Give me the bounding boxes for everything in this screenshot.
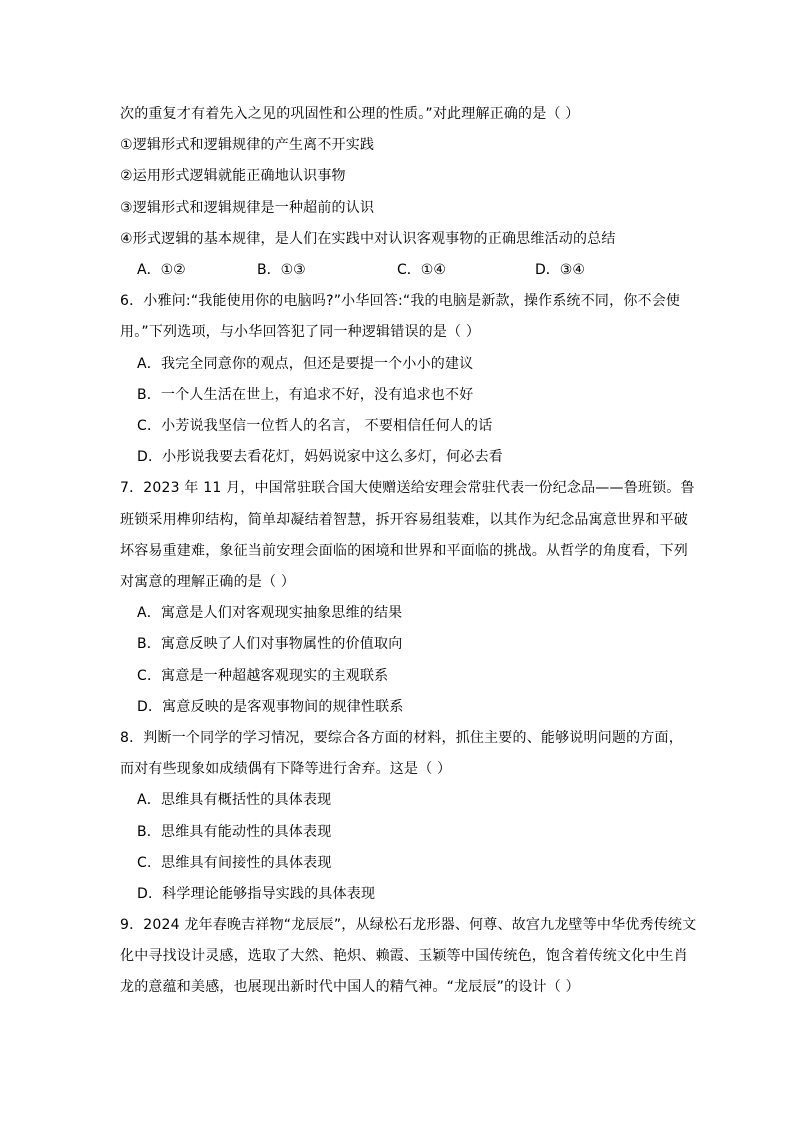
q6-option-d: D．小彤说我要去看花灯，妈妈说家中这么多灯，何必去看 — [137, 449, 503, 465]
q7-stem-line-4: 对寓意的理解正确的是（ ） — [120, 574, 296, 590]
q6-option-b: B．一个人生活在世上，有追求不好，没有追求也不好 — [137, 387, 474, 403]
q5-statement-1: ①逻辑形式和逻辑规律的产生离不开实践 — [120, 137, 375, 153]
q9-stem-line-3: 龙的意蕴和美感，也展现出新时代中国人的精气神。“龙辰辰”的设计（ ） — [120, 979, 580, 995]
q7-stem-line-3: 坏容易重建难，象征当前安理会面临的困境和世界和平面临的挑战。从哲学的角度看，下列 — [120, 543, 688, 559]
q7-stem-line-1: 7．2023 年 11 月，中国常驻联合国大使赠送给安理会常驻代表一份纪念品——鲁班锁。鲁 — [120, 480, 695, 496]
q8-stem-line-2: 而对有些现象如成绩偶有下降等进行舍弃。这是（ ） — [120, 761, 452, 777]
q7-option-d: D．寓意反映的是客观事物间的规律性联系 — [137, 699, 404, 715]
q8-stem-line-1: 8．判断一个同学的学习情况，要综合各方面的材料，抓住主要的、能够说明问题的方面， — [120, 730, 683, 746]
q7-option-c: C．寓意是一种超越客观现实的主观联系 — [137, 668, 389, 684]
q9-stem-line-2: 化中寻找设计灵感，选取了大然、艳炽、赖霞、玉颖等中国传统色，饱含着传统文化中生肖 — [120, 948, 688, 964]
q8-option-b: B．思维具有能动性的具体表现 — [137, 824, 332, 840]
q5-statement-3: ③逻辑形式和逻辑规律是一种超前的认识 — [120, 200, 375, 216]
q7-option-a: A．寓意是人们对客观现实抽象思维的结果 — [137, 605, 403, 621]
q7-stem-line-2: 班锁采用榫卯结构，简单却凝结着智慧，拆开容易组装难，以其作为纪念品寓意世界和平破 — [120, 512, 688, 528]
q8-option-d: D．科学理论能够指导实践的具体表现 — [137, 886, 376, 902]
q5-option-b: B．①③ — [257, 262, 306, 278]
q8-option-a: A．思维具有概括性的具体表现 — [137, 792, 332, 808]
q5-option-c: C．①④ — [397, 262, 446, 278]
q5-statement-2: ②运用形式逻辑就能正确地认识事物 — [120, 168, 346, 184]
q6-stem-line-1: 6．小雅问:“我能使用你的电脑吗?”小华回答:“我的电脑是新款，操作系统不同，你不会使 — [120, 293, 681, 309]
q5-option-a: A．①② — [137, 262, 186, 278]
q8-option-c: C．思维具有间接性的具体表现 — [137, 855, 332, 871]
q5-statement-4: ④形式逻辑的基本规律，是人们在实践中对认识客观事物的正确思维活动的总结 — [120, 231, 616, 247]
q6-stem-line-2: 用。”下列选项，与小华回答犯了同一种逻辑错误的是（ ） — [120, 324, 481, 340]
q6-option-a: A．我完全同意你的观点，但还是要提一个小小的建议 — [137, 356, 474, 372]
q7-option-b: B．寓意反映了人们对事物属性的价值取向 — [137, 636, 403, 652]
q6-option-c: C．小芳说我坚信一位哲人的名言， 不要相信任何人的话 — [137, 418, 493, 434]
q5-stem-continuation: 次的重复才有着先入之见的巩固性和公理的性质。”对此理解正确的是（ ） — [120, 106, 580, 122]
q9-stem-line-1: 9．2024 龙年春晚吉祥物“龙辰辰”，从绿松石龙形器、何尊、故宫九龙壁等中华优秀传统文 — [120, 917, 697, 933]
q5-option-d: D．③④ — [535, 262, 585, 278]
